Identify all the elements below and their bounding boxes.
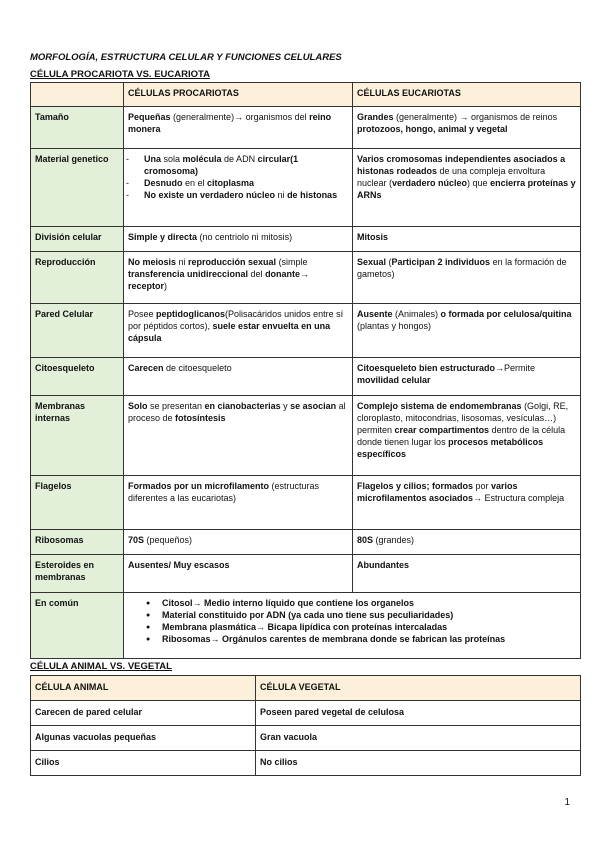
cell-animal: Carecen de pared celular bbox=[31, 700, 256, 725]
row-label: Tamaño bbox=[31, 107, 124, 149]
table-row bbox=[31, 476, 581, 530]
cell-vegetal: Gran vacuola bbox=[256, 725, 581, 750]
table-row bbox=[31, 750, 581, 775]
table-animal-vegetal bbox=[30, 675, 581, 776]
cell-eucariota: Abundantes bbox=[353, 555, 581, 593]
cell-eucariota: Varios cromosomas independientes asociados a histonas rodeados de una compleja envoltura nuclear (verdadero núcleo) que encierra proteínas y ARNs bbox=[353, 149, 581, 227]
table-row bbox=[31, 725, 581, 750]
row-label: Reproducción bbox=[31, 252, 124, 304]
section-title-animal-vegetal: CÉLULA ANIMAL VS. VEGETAL bbox=[30, 661, 172, 673]
section-title-procariota-eucariota: CÉLULA PROCARIOTA VS. EUCARIOTA bbox=[30, 68, 210, 80]
list-item: ● Ribosomas→ Orgánulos carentes de membrana donde se fabrican las proteínas bbox=[146, 634, 576, 646]
document-title: MORFOLOGÍA, ESTRUCTURA CELULAR Y FUNCIONES CELULARES bbox=[30, 52, 342, 63]
header-empty-cell bbox=[31, 83, 124, 107]
row-label: Esteroides en membranas bbox=[31, 555, 124, 593]
cell-eucariota: Flagelos y cilios; formados por varios microfilamentos asociados→ Estructura compleja bbox=[353, 476, 581, 530]
cell-procariota: Formados por un microfilamento (estructuras diferentes a las eucariotas) bbox=[124, 476, 353, 530]
list-item: - Una sola molécula de ADN circular(1 cromosoma) bbox=[128, 154, 348, 178]
table-row bbox=[31, 396, 581, 476]
cell-procariota: No meiosis ni reproducción sexual (simple transferencia unidireccional del donante→ receptor) bbox=[124, 252, 353, 304]
cell-procariota bbox=[124, 149, 353, 227]
cell-vegetal: No cilios bbox=[256, 750, 581, 775]
table-row-common bbox=[31, 593, 581, 659]
table-row bbox=[31, 700, 581, 725]
cell-procariota: Posee peptidoglicanos(Polisacáridos unidos entre sí por péptidos cortos), suele estar envuelta en una cápsula bbox=[124, 304, 353, 358]
list-item: ● Membrana plasmática→ Bicapa lipídica con proteínas intercaladas bbox=[146, 622, 576, 634]
table-row bbox=[31, 304, 581, 358]
table-row bbox=[31, 358, 581, 396]
cell-vegetal: Poseen pared vegetal de celulosa bbox=[256, 700, 581, 725]
list-item: - No existe un verdadero núcleo ni de histonas bbox=[128, 190, 348, 202]
row-label: Pared Celular bbox=[31, 304, 124, 358]
cell-procariota: Ausentes/ Muy escasos bbox=[124, 555, 353, 593]
cell-eucariota: Citoesqueleto bien estructurado→Permite movilidad celular bbox=[353, 358, 581, 396]
list-item: ● Citosol→ Medio interno líquido que contiene los organelos bbox=[146, 598, 576, 610]
page-number: 1 bbox=[564, 797, 570, 808]
table-row bbox=[31, 555, 581, 593]
cell-procariota: Carecen de citoesqueleto bbox=[124, 358, 353, 396]
cell-eucariota: Sexual (Participan 2 individuos en la formación de gametos) bbox=[353, 252, 581, 304]
table-header-row bbox=[31, 83, 581, 107]
document-page bbox=[30, 52, 580, 776]
header-procariotas: CÉLULAS PROCARIOTAS bbox=[124, 83, 353, 107]
table-row bbox=[31, 252, 581, 304]
table-row bbox=[31, 530, 581, 555]
cell-procariota: Solo se presentan en cianobacterias y se asocian al proceso de fotosíntesis bbox=[124, 396, 353, 476]
table-row bbox=[31, 149, 581, 227]
cell-eucariota: Complejo sistema de endomembranas (Golgi, RE, cloroplasto, mitocondrias, lisosomas, vesículas…) permiten crear compartimentos dentro de la célula donde tienen lugar los procesos metabólicos específicos bbox=[353, 396, 581, 476]
row-label: Ribosomas bbox=[31, 530, 124, 555]
row-label: Membranas internas bbox=[31, 396, 124, 476]
table-header-row bbox=[31, 675, 581, 700]
cell-procariota: 70S (pequeños) bbox=[124, 530, 353, 555]
header-animal: CÉLULA ANIMAL bbox=[31, 675, 256, 700]
cell-procariota: Pequeñas (generalmente)→ organismos del reino monera bbox=[124, 107, 353, 149]
cell-animal: Cilios bbox=[31, 750, 256, 775]
cell-eucariota: 80S (grandes) bbox=[353, 530, 581, 555]
header-vegetal: CÉLULA VEGETAL bbox=[256, 675, 581, 700]
row-label: Material genetico bbox=[31, 149, 124, 227]
row-label: Flagelos bbox=[31, 476, 124, 530]
header-eucariotas: CÉLULAS EUCARIOTAS bbox=[353, 83, 581, 107]
table-procariota-eucariota bbox=[30, 82, 581, 659]
list-item: ● Material constituido por ADN (ya cada uno tiene sus peculiaridades) bbox=[146, 610, 576, 622]
row-label: En común bbox=[31, 593, 124, 659]
cell-common bbox=[124, 593, 581, 659]
table-row bbox=[31, 227, 581, 252]
cell-eucariota: Ausente (Animales) o formada por celulosa/quitina (plantas y hongos) bbox=[353, 304, 581, 358]
list-item: - Desnudo en el citoplasma bbox=[128, 178, 348, 190]
cell-procariota: Simple y directa (no centriolo ni mitosis) bbox=[124, 227, 353, 252]
cell-eucariota: Mitosis bbox=[353, 227, 581, 252]
cell-eucariota: Grandes (generalmente) → organismos de reinos protozoos, hongo, animal y vegetal bbox=[353, 107, 581, 149]
row-label: Citoesqueleto bbox=[31, 358, 124, 396]
row-label: División celular bbox=[31, 227, 124, 252]
table-row bbox=[31, 107, 581, 149]
cell-animal: Algunas vacuolas pequeñas bbox=[31, 725, 256, 750]
